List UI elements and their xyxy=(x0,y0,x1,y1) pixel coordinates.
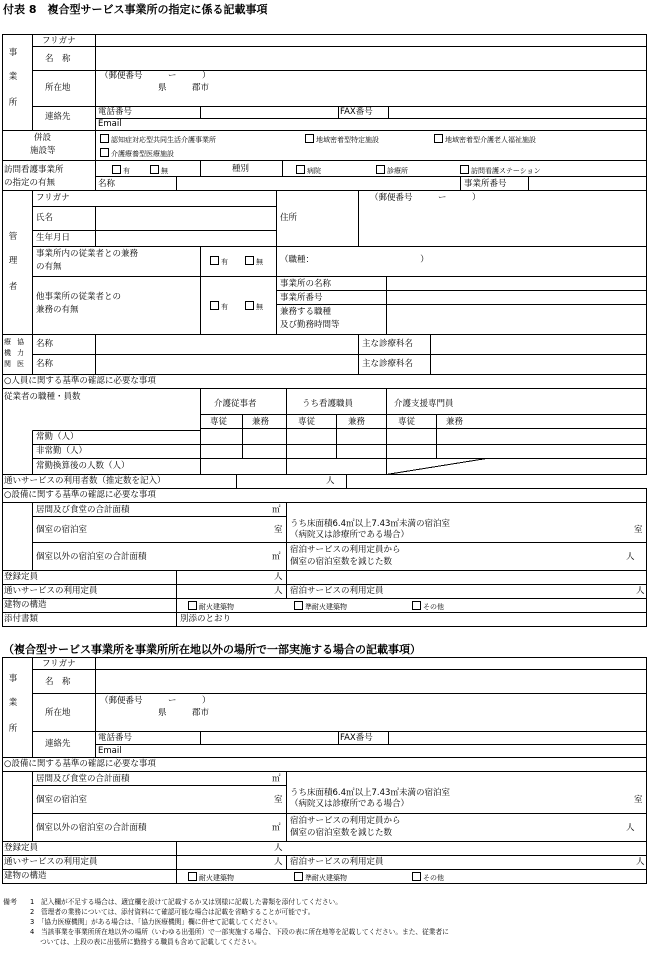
medical-dept-label-2: 主な診療科名 xyxy=(362,359,414,369)
notes-label: 備考 xyxy=(3,898,17,906)
equipment2-stay-capacity-unit: 人 xyxy=(636,857,645,867)
manager-duty-in-1: 事業所内の従業者との兼務 xyxy=(36,249,139,259)
equipment2-header: ○設備に関する基準の確認に必要な事項 xyxy=(4,759,156,769)
checkbox-icon xyxy=(188,872,197,881)
equipment-day-capacity-unit: 人 xyxy=(274,586,283,596)
office-vertical-2: 業 xyxy=(8,72,18,82)
equipment-private-unit: 室 xyxy=(274,525,283,535)
equipment2-day-capacity: 通いサービスの利用定員 xyxy=(4,857,98,867)
checkbox-icon xyxy=(376,165,385,174)
office-postal: （郵便番号 ー ） xyxy=(100,71,211,81)
equipment-registered: 登録定員 xyxy=(4,572,39,582)
office2-pref-city: 県 郡市 xyxy=(158,708,210,718)
equipment2-capacity-unit: 人 xyxy=(626,823,635,833)
equipment-private-room: 個室の宿泊室 xyxy=(36,525,88,535)
medical-name-label-2: 名称 xyxy=(36,359,54,369)
equipment-small-room-2: （病院又は診療所である場合） xyxy=(290,530,410,540)
manager-job-type: （職種： ） xyxy=(280,255,429,265)
staff-group-2: うち看護職員 xyxy=(302,399,354,409)
equipment-header: ○設備に関する基準の確認に必要な事項 xyxy=(4,490,156,500)
staff-sub-3: 専従 xyxy=(298,417,316,427)
staff-group-3: 介護支援専門員 xyxy=(394,399,454,409)
equipment2-stay-capacity: 宿泊サービスの利用定員 xyxy=(290,857,384,867)
visiting-office-no-label: 事業所番号 xyxy=(464,179,507,189)
structure2-semi-fireproof[interactable]: 準耐火建築物 xyxy=(294,872,347,882)
office-address-label: 所在地 xyxy=(45,83,71,93)
office2-phone-label: 電話番号 xyxy=(98,733,133,743)
equipment2-registered: 登録定員 xyxy=(4,843,39,853)
checkbox-icon xyxy=(100,148,109,157)
manager-duty-in-yes[interactable]: 有 xyxy=(210,256,228,266)
visiting-type-station[interactable]: 訪問看護ステーション xyxy=(460,165,541,175)
manager-duty-other-no[interactable]: 無 xyxy=(245,301,263,311)
checkbox-icon xyxy=(305,134,314,143)
manager-dob-label: 生年月日 xyxy=(36,233,71,243)
staff-group-1: 介護従事者 xyxy=(214,399,257,409)
office2-vertical-2: 業 xyxy=(8,698,18,708)
equipment-capacity-2: 個室の宿泊室数を減じた数 xyxy=(290,557,393,567)
manager-vertical-2: 理 xyxy=(8,256,18,266)
checkbox-icon xyxy=(294,601,303,610)
office2-fax-label: FAX番号 xyxy=(340,733,373,743)
equipment2-non-private: 個室以外の宿泊室の合計面積 xyxy=(36,823,147,833)
equipment2-day-capacity-unit: 人 xyxy=(274,857,283,867)
facility-option-3[interactable]: 地域密着型介護老人福祉施設 xyxy=(434,134,536,144)
structure2-other[interactable]: その他 xyxy=(412,872,444,882)
checkbox-icon xyxy=(412,601,421,610)
equipment-stay-capacity-unit: 人 xyxy=(636,586,645,596)
equipment-attached: 添付書類 xyxy=(4,614,39,624)
section2-title: （複合型サービス事業所を事業所所在地以外の場所で一部実施する場合の記載事項） xyxy=(3,643,421,656)
office2-vertical-1: 事 xyxy=(8,674,18,684)
equipment-attached-value: 別添のとおり xyxy=(180,614,232,624)
equipment2-private-room: 個室の宿泊室 xyxy=(36,795,88,805)
office-email-label: Email xyxy=(98,119,122,129)
manager-duty-other-2: 兼務の有無 xyxy=(36,305,79,315)
equipment2-registered-unit: 人 xyxy=(274,843,283,853)
form-title: 付表 8 複合型サービス事業所の指定に係る記載事項 xyxy=(3,3,268,16)
staff-sub-5: 専従 xyxy=(398,417,416,427)
checkbox-icon xyxy=(294,872,303,881)
visiting-type-label: 種別 xyxy=(232,164,250,174)
office-phone-label: 電話番号 xyxy=(98,107,133,117)
notes-list xyxy=(30,897,449,947)
staff-users-label: 通いサービスの利用者数（推定数を記入） xyxy=(4,476,166,486)
staff-row-2: 非常勤（人） xyxy=(36,446,88,456)
medical-name-label-1: 名称 xyxy=(36,339,54,349)
equipment-small-room-1: うち床面積6.4㎡以上7.43㎡未満の宿泊室 xyxy=(290,519,450,529)
manager-address-label: 住所 xyxy=(280,213,298,223)
equipment-living-sqm: ㎡ xyxy=(272,505,281,515)
facility-option-4[interactable]: 介護療養型医療施設 xyxy=(100,148,174,158)
equipment-non-private-sqm: ㎡ xyxy=(272,552,281,562)
visiting-yes-checkbox[interactable]: 有 xyxy=(112,165,130,175)
manager-furigana-label: フリガナ xyxy=(36,193,70,203)
visiting-type-hospital[interactable]: 病院 xyxy=(296,165,321,175)
office2-address-label: 所在地 xyxy=(45,708,71,718)
office2-vertical-3: 所 xyxy=(8,724,18,734)
office-contact-label: 連絡先 xyxy=(45,112,71,122)
equipment2-living-area: 居間及び食堂の合計面積 xyxy=(36,774,130,784)
manager-other-job-2: 及び勤務時間等 xyxy=(280,320,340,330)
note-item-2: 2 管理者の業務については、添付資料にて確認可能な場合は記載を省略することが可能です。 xyxy=(30,908,315,916)
equipment-capacity-unit: 人 xyxy=(626,552,635,562)
equipment2-private-unit: 室 xyxy=(274,795,283,805)
structure-other[interactable]: その他 xyxy=(412,601,444,611)
manager-duty-in-no[interactable]: 無 xyxy=(245,256,263,266)
manager-postal: （郵便番号 ー ） xyxy=(370,193,481,203)
manager-name-label: 氏名 xyxy=(36,213,54,223)
note-item-5: ついては、上段の表に出張所に勤務する職員も含めて記載してください。 xyxy=(40,938,261,946)
equipment-structure: 建物の構造 xyxy=(4,600,47,610)
office-furigana-label: フリガナ xyxy=(42,36,76,46)
office-name-label: 名 称 xyxy=(45,54,71,64)
office2-postal: （郵便番号 ー ） xyxy=(100,696,211,706)
office2-email-label: Email xyxy=(98,746,122,756)
visiting-no-checkbox[interactable]: 無 xyxy=(150,165,168,175)
visiting-type-clinic[interactable]: 診療所 xyxy=(376,165,408,175)
staff-sub-4: 兼務 xyxy=(348,417,366,427)
visiting-name-label: 名称 xyxy=(98,179,116,189)
medical-vertical-b: 協 力 医 xyxy=(17,338,24,368)
checkbox-icon xyxy=(210,256,219,265)
office-vertical-1: 事 xyxy=(8,48,18,58)
note-item-4: 4 当該事業を事業所所在地以外の場所（いわゆる出張所）で一部実施する場合、下段の表に所在地等を記載してください。また、従業者に xyxy=(30,928,449,936)
structure2-fireproof[interactable]: 耐火建築物 xyxy=(188,872,234,882)
office2-contact-label: 連絡先 xyxy=(45,739,71,749)
equipment2-small-room-unit: 室 xyxy=(634,795,643,805)
facility-option-2[interactable]: 地域密着型特定施設 xyxy=(305,134,379,144)
equipment-day-capacity: 通いサービスの利用定員 xyxy=(4,586,98,596)
staff-label: 従業者の職種・員数 xyxy=(4,392,81,402)
checkbox-icon xyxy=(150,165,159,174)
checkbox-icon xyxy=(245,256,254,265)
checkbox-icon xyxy=(434,134,443,143)
manager-other-name-label: 事業所の名称 xyxy=(280,279,332,289)
equipment2-structure: 建物の構造 xyxy=(4,871,47,881)
equipment-stay-capacity: 宿泊サービスの利用定員 xyxy=(290,586,384,596)
facilities-label-2: 施設等 xyxy=(30,146,56,156)
manager-other-no-label: 事業所番号 xyxy=(280,293,323,303)
equipment2-capacity-2: 個室の宿泊室数を減じた数 xyxy=(290,828,393,838)
equipment-capacity-1: 宿泊サービスの利用定員から xyxy=(290,545,401,555)
equipment2-living-sqm: ㎡ xyxy=(272,774,281,784)
staff-sub-6: 兼務 xyxy=(446,417,464,427)
medical-vertical-a: 療 機 関 xyxy=(4,338,11,368)
office-vertical-3: 所 xyxy=(8,98,18,108)
manager-duty-other-yes[interactable]: 有 xyxy=(210,301,228,311)
staff-header: ○人員に関する基準の確認に必要な事項 xyxy=(4,376,156,386)
visiting-label-1: 訪問看護事業所 xyxy=(4,165,64,175)
medical-dept-label-1: 主な診療科名 xyxy=(362,339,414,349)
office2-furigana-label: フリガナ xyxy=(42,659,76,669)
manager-other-job-1: 兼務する職種 xyxy=(280,307,332,317)
office2-name-label: 名 称 xyxy=(45,677,71,687)
checkbox-icon xyxy=(210,301,219,310)
office-pref-city: 県 郡市 xyxy=(158,83,210,93)
structure-fireproof[interactable]: 耐火建築物 xyxy=(188,601,234,611)
checkbox-icon xyxy=(100,134,109,143)
checkbox-icon xyxy=(188,601,197,610)
checkbox-icon xyxy=(412,872,421,881)
manager-vertical-1: 管 xyxy=(8,232,18,242)
checkbox-icon xyxy=(112,165,121,174)
checkbox-icon xyxy=(296,165,305,174)
equipment-non-private: 個室以外の宿泊室の合計面積 xyxy=(36,552,147,562)
equipment2-small-room-2: （病院又は診療所である場合） xyxy=(290,799,410,809)
facility-option-1[interactable]: 認知症対応型共同生活介護事業所 xyxy=(100,134,216,144)
note-item-3: 3 「協力医療機関」がある場合は、「協力医療機関」欄に併せて記載してください。 xyxy=(30,918,282,926)
manager-duty-in-2: の有無 xyxy=(36,262,62,272)
manager-duty-other-1: 他事業所の従業者との xyxy=(36,292,122,302)
equipment-living-area: 居間及び食堂の合計面積 xyxy=(36,505,130,515)
equipment-small-room-unit: 室 xyxy=(634,525,643,535)
equipment2-capacity-1: 宿泊サービスの利用定員から xyxy=(290,816,401,826)
facilities-label-1: 併設 xyxy=(34,133,52,143)
checkbox-icon xyxy=(245,301,254,310)
equipment-registered-unit: 人 xyxy=(274,572,283,582)
equipment2-small-room-1: うち床面積6.4㎡以上7.43㎡未満の宿泊室 xyxy=(290,788,450,798)
office-fax-label: FAX番号 xyxy=(340,107,373,117)
staff-sub-2: 兼務 xyxy=(252,417,270,427)
visiting-label-2: の指定の有無 xyxy=(4,178,56,188)
staff-sub-1: 専従 xyxy=(210,417,228,427)
equipment2-non-private-sqm: ㎡ xyxy=(272,823,281,833)
note-item-1: 1 記入欄が不足する場合は、適宜欄を設けて記載するか又は別様に記載した書類を添付してください。 xyxy=(30,898,342,906)
staff-row-1: 常勤（人） xyxy=(36,432,79,442)
staff-users-unit: 人 xyxy=(326,476,335,486)
staff-row-3: 常勤換算後の人数（人） xyxy=(36,461,130,471)
manager-vertical-3: 者 xyxy=(8,282,18,292)
checkbox-icon xyxy=(460,165,469,174)
structure-semi-fireproof[interactable]: 準耐火建築物 xyxy=(294,601,347,611)
